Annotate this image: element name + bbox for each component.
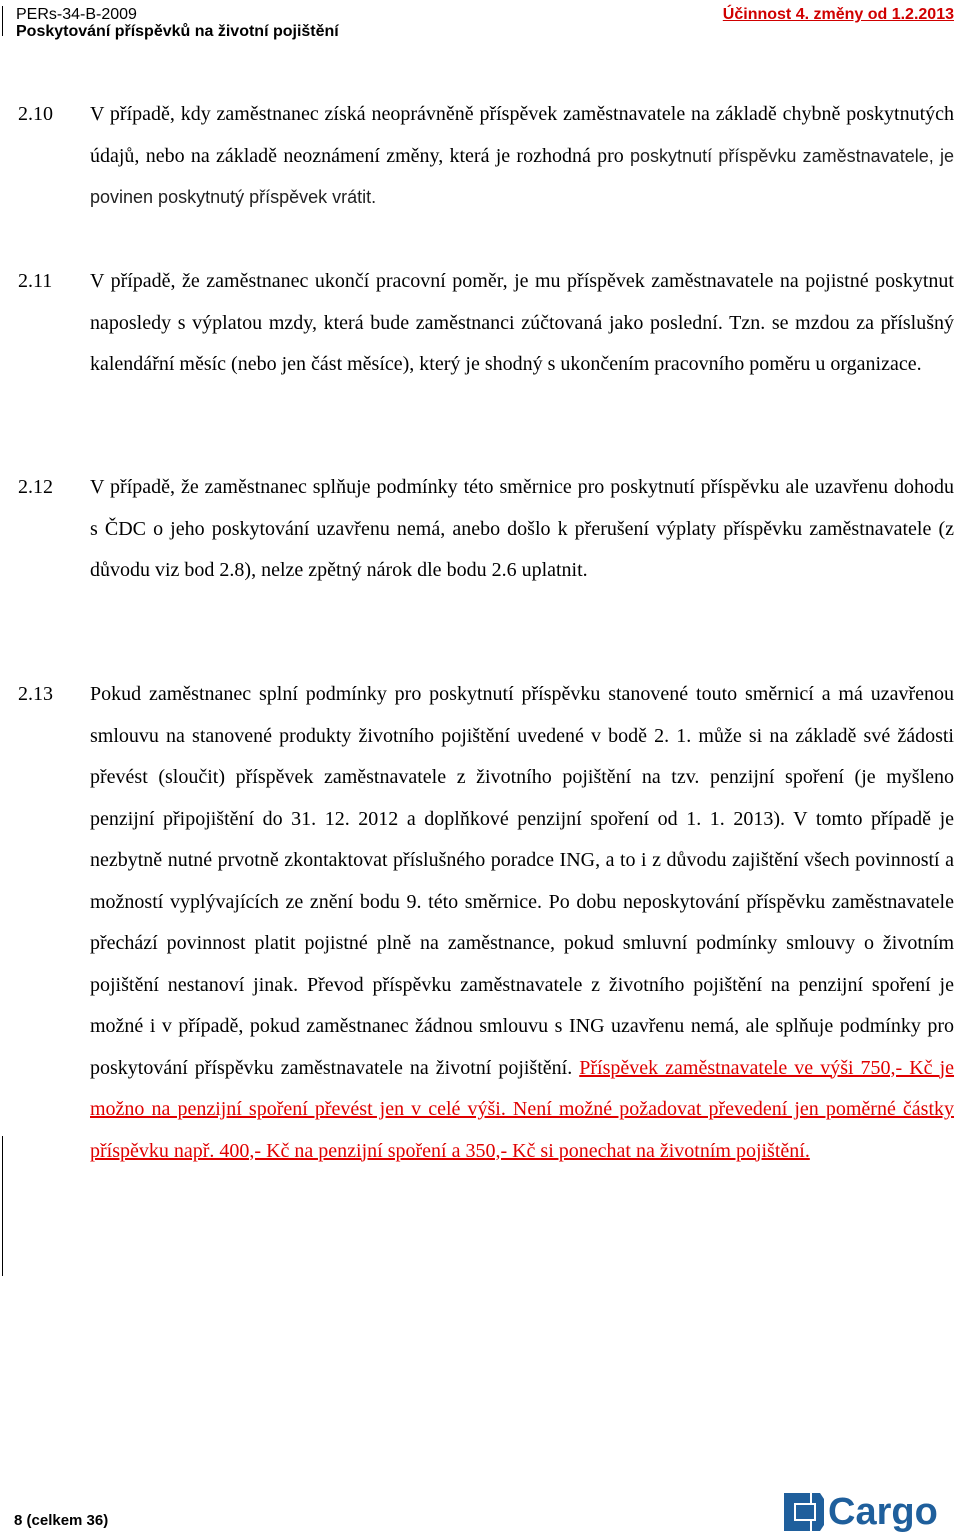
section-number: 2.12: [18, 476, 53, 498]
section-2-11-text: [90, 261, 954, 386]
text-segment: poskytnutí příspěvku zaměstnavatele, je povinen poskytnutý příspěvek vrátit.: [90, 145, 954, 207]
section-number: 2.10: [18, 103, 53, 125]
section-number: 2.13: [18, 683, 53, 705]
text-segment: Pokud zaměstnanec splní podmínky pro poskytnutí příspěvku stanovené touto směrnicí a má uzavřenou smlouvu na stanovené produkty životního pojištění uvedené v bodě 2. 1. může si na základě své žádosti převést (sloučit) příspěvek zaměstnavatele z životního pojištění na tzv. penzijní spoření (je myšleno penzijní připojištění do 31. 12. 2012 a doplňkové penzijní spoření od 1. 1. 2013). V tomto případě je nezbytně nutné prvotně zkontaktovat příslušného poradce ING, a to i z důvodu zajištění všech povinností a možností vyplývajících ze znění bodu 9. této směrnice. Po dobu neposkytování příspěvku zaměstnavatele přechází povinnost platit pojistné plně na zaměstnance, pokud smluvní podmínky smlouvy o životním pojištění nestanoví jinak. Převod příspěvku zaměstnavatele z životního pojištění na penzijní spoření je možné i v případě, pokud zaměstnanec žádnou smlouvu s ING uzavřenu nemá, ale splňuje podmínky pro poskytování příspěvku zaměstnavatele na životní pojištění.: [90, 683, 954, 1079]
text-segment: V případě, že zaměstnanec splňuje podmínky této směrnice pro poskytnutí příspěvku ale uzavřenu dohodu s ČDC o jeho poskytování uzavřenu nemá, anebo došlo k přerušení výplaty příspěvku zaměstnavatele (z důvodu viz bod 2.8), nelze zpětný nárok dle bodu 2.6 uplatnit.: [90, 476, 954, 581]
text-segment: V případě, že zaměstnanec ukončí pracovní poměr, je mu příspěvek zaměstnavatele na pojistné poskytnut naposledy s výplatou mzdy, která bude zaměstnanci zúčtovaná jako poslední. Tzn. se mzdou za příslušný kalendářní měsíc (nebo jen část měsíce), který je shodný s ukončením pracovního poměru u organizace.: [90, 270, 954, 375]
section-2-12-text: [90, 467, 954, 592]
effective-date: Účinnost 4. změny od 1.2.2013: [722, 6, 954, 23]
doc-code: PERs-34-B-2009: [16, 6, 137, 23]
cd-logo-icon: [782, 1491, 826, 1533]
section-2-10-text: [90, 94, 954, 219]
text-segment: V případě, kdy zaměstnanec získá neoprávněně příspěvek zaměstnavatele na základě chybně poskytnutých údajů, nebo na základě neoznámení změny, která je rozhodná pro: [90, 103, 954, 167]
change-margin-bar: [2, 1136, 3, 1276]
page-number: 8 (celkem 36): [14, 1512, 109, 1529]
text-segment-changed: Příspěvek zaměstnavatele ve výši 750,- Kč je možno na penzijní spoření převést jen v celé výši. Není možné požadovat převedení jen poměrné částky příspěvku např. 400,- Kč na penzijní spoření a 350,- Kč si ponechat na životním pojištění.: [90, 1056, 955, 1162]
section-2-13-text: [90, 674, 954, 1172]
header-margin-bar: [2, 6, 3, 36]
cargo-logo: [782, 1491, 958, 1533]
logo-text: Cargo: [828, 1491, 938, 1533]
doc-title: Poskytování příspěvků na životní pojištění: [16, 23, 339, 40]
section-number: 2.11: [18, 270, 53, 292]
